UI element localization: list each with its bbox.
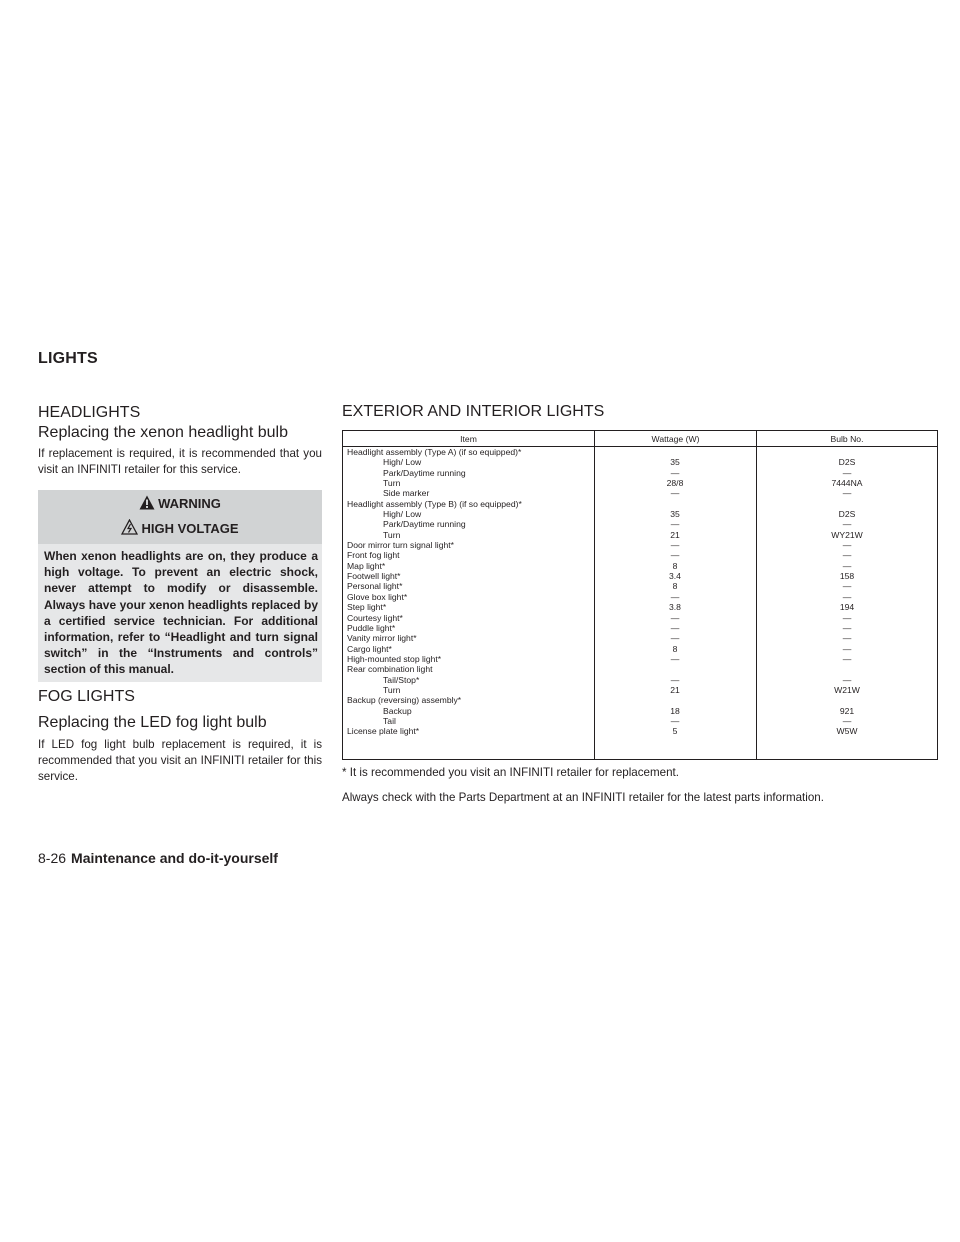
headlights-heading: HEADLIGHTS: [38, 404, 141, 421]
warning-title: WARNING: [158, 496, 221, 511]
row-bulb-no: —: [842, 467, 852, 478]
row-bulb-no: —: [842, 633, 852, 644]
row-wattage: 8: [672, 643, 678, 654]
row-wattage: 8: [672, 581, 678, 592]
row-bulb-no: 158: [839, 571, 855, 582]
table-row: [343, 457, 937, 467]
table-row: [343, 540, 937, 550]
fog-lights-heading: FOG LIGHTS: [38, 688, 135, 705]
row-bulb-no: —: [842, 715, 852, 726]
exterior-interior-heading: EXTERIOR AND INTERIOR LIGHTS: [342, 403, 605, 420]
row-bulb-no: —: [842, 519, 852, 530]
table-row: [343, 613, 937, 623]
table-row: [343, 685, 937, 695]
table-row: [343, 592, 937, 602]
warning-triangle-icon: [139, 495, 155, 513]
row-item: Door mirror turn signal light*: [347, 540, 454, 551]
row-wattage: —: [670, 612, 680, 623]
headlights-text: If replacement is required, it is recommended that you visit an INFINITI retailer for this service.: [38, 447, 322, 476]
row-item: Glove box light*: [347, 591, 408, 602]
row-wattage: 3.4: [669, 571, 681, 582]
table-row: [343, 499, 937, 509]
row-item: Cargo light*: [347, 643, 392, 654]
row-wattage: —: [670, 633, 680, 644]
section-title: LIGHTS: [38, 350, 98, 367]
row-item: Courtesy light*: [347, 612, 403, 623]
row-wattage: —: [670, 622, 680, 633]
table-row: [343, 561, 937, 571]
row-bulb-no: D2S: [838, 457, 856, 468]
table-row: [343, 519, 937, 529]
warning-header: [38, 490, 322, 544]
table-row: [343, 581, 937, 591]
row-bulb-no: —: [842, 674, 852, 685]
parts-note: Always check with the Parts Department at an INFINITI retailer for the latest parts information.: [342, 791, 824, 804]
table-row: [343, 695, 937, 705]
row-item: License plate light*: [347, 726, 420, 737]
row-bulb-no: —: [842, 560, 852, 571]
table-row: [343, 623, 937, 633]
row-item: High-mounted stop light*: [347, 653, 442, 664]
row-wattage: 35: [670, 457, 680, 468]
row-item: Tail/Stop*: [383, 674, 420, 685]
table-row: [343, 675, 937, 685]
table-row: [343, 644, 937, 654]
row-item: Backup (reversing) assembly*: [347, 695, 462, 706]
row-wattage: —: [670, 488, 680, 499]
fog-lights-subheading: Replacing the LED fog light bulb: [38, 714, 267, 731]
row-wattage: —: [670, 550, 680, 561]
row-item: Headlight assembly (Type A) (if so equipped)*: [347, 447, 522, 457]
row-item: Step light*: [347, 602, 387, 613]
table-row: [343, 633, 937, 643]
row-bulb-no: W5W: [836, 726, 858, 737]
table-header: [343, 431, 937, 447]
row-bulb-no: —: [842, 591, 852, 602]
row-bulb-no: 921: [839, 705, 855, 716]
row-bulb-no: —: [842, 653, 852, 664]
warning-box: [38, 490, 322, 682]
table-row: [343, 488, 937, 498]
table-row: [343, 654, 937, 664]
row-bulb-no: —: [842, 622, 852, 633]
row-bulb-no: —: [842, 540, 852, 551]
row-wattage: 18: [670, 705, 680, 716]
row-bulb-no: D2S: [838, 509, 856, 520]
header-bulb-no: Bulb No.: [830, 434, 864, 444]
row-wattage: 21: [670, 529, 680, 540]
row-item: High/ Low: [383, 509, 422, 520]
table-row: [343, 726, 937, 736]
row-item: Backup: [383, 705, 412, 716]
page-number: 8-26: [38, 850, 67, 866]
row-wattage: —: [670, 467, 680, 478]
warning-subtitle: HIGH VOLTAGE: [141, 521, 239, 536]
table-row: [343, 664, 937, 674]
header-item: Item: [460, 434, 477, 444]
row-bulb-no: 194: [839, 602, 855, 613]
table-row: [343, 550, 937, 560]
row-item: Side marker: [383, 488, 430, 499]
headlights-subheading: Replacing the xenon headlight bulb: [38, 424, 288, 441]
row-item: Rear combination light: [347, 664, 433, 675]
row-wattage: 5: [672, 726, 678, 737]
table-row: [343, 571, 937, 581]
table-row: [343, 530, 937, 540]
row-item: Footwell light*: [347, 571, 401, 582]
warning-subtitle-line: [38, 519, 322, 538]
row-wattage: 28/8: [666, 478, 684, 489]
table-row: [343, 509, 937, 519]
row-item: Turn: [383, 684, 401, 695]
table-row: [343, 706, 937, 716]
row-bulb-no: 7444NA: [831, 478, 863, 489]
table-row: [343, 716, 937, 726]
warning-title-line: [38, 495, 322, 513]
row-item: Front fog light: [347, 550, 400, 561]
row-item: Map light*: [347, 560, 386, 571]
table-row: [343, 478, 937, 488]
row-wattage: 35: [670, 509, 680, 520]
row-item: Vanity mirror light*: [347, 633, 417, 644]
row-wattage: —: [670, 540, 680, 551]
row-bulb-no: —: [842, 488, 852, 499]
row-item: Headlight assembly (Type B) (if so equipped)*: [347, 498, 522, 509]
page-footer: [38, 850, 278, 866]
row-item: Park/Daytime running: [383, 519, 466, 530]
header-wattage: Wattage (W): [651, 434, 700, 444]
warning-body: [38, 544, 322, 682]
row-item: Turn: [383, 478, 401, 489]
row-wattage: —: [670, 715, 680, 726]
row-bulb-no: —: [842, 612, 852, 623]
row-wattage: 8: [672, 560, 678, 571]
row-item: Turn: [383, 529, 401, 540]
bulb-table: [342, 430, 938, 760]
row-wattage: —: [670, 591, 680, 602]
table-row: [343, 602, 937, 612]
footnote: * It is recommended you visit an INFINITI retailer for replacement.: [342, 766, 679, 779]
row-bulb-no: W21W: [834, 684, 860, 695]
row-bulb-no: —: [842, 643, 852, 654]
row-wattage: 3.8: [669, 602, 681, 613]
row-bulb-no: —: [842, 550, 852, 561]
row-wattage: —: [670, 674, 680, 685]
row-item: High/ Low: [383, 457, 422, 468]
footer-section-title: Maintenance and do-it-yourself: [71, 850, 278, 866]
table-body: [343, 447, 937, 737]
row-item: Personal light*: [347, 581, 403, 592]
row-bulb-no: WY21W: [831, 529, 863, 540]
row-wattage: 21: [670, 684, 680, 695]
row-wattage: —: [670, 519, 680, 530]
row-item: Park/Daytime running: [383, 467, 466, 478]
table-row: [343, 468, 937, 478]
row-item: Puddle light*: [347, 622, 396, 633]
high-voltage-triangle-icon: [121, 519, 138, 538]
row-bulb-no: —: [842, 581, 852, 592]
row-item: Tail: [383, 715, 396, 726]
warning-text: When xenon headlights are on, they produce a high voltage. To prevent an electric shock, never attempt to modify or disassemble. Always have your xenon headlights replaced by a certified service technician. For additional information, refer to “Headlight and turn signal switch” in the “Instruments and controls” section of this manual.: [44, 549, 318, 677]
table-row: [343, 447, 937, 457]
fog-lights-text: If LED fog light bulb replacement is required, it is recommended that you visit an INFINITI retailer for this service.: [38, 738, 322, 783]
row-wattage: —: [670, 653, 680, 664]
